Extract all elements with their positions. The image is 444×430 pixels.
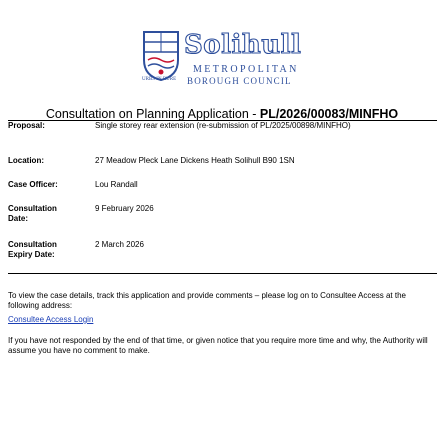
response-note: If you have not responded by the end of that time, or given notice that you require more time and why, the Authority will assume you have no comment to make.	[8, 336, 428, 355]
detail-value: Single storey rear extension (re-submission of PL/2025/00898/MINFHO)	[95, 121, 351, 130]
detail-label: Consultation Expiry Date:	[8, 240, 57, 259]
detail-value: 2 March 2026	[95, 240, 144, 249]
detail-label: Case Officer:	[8, 180, 58, 189]
title-prefix: Consultation on Planning Application -	[45, 107, 260, 121]
logo-metropolitan: METROPOLITAN	[193, 64, 299, 75]
page-title	[0, 107, 444, 121]
shield-crest-icon	[142, 30, 180, 82]
detail-label: Proposal:	[8, 121, 45, 130]
detail-label: Consultation Date:	[8, 204, 57, 223]
logo-wordmark: Solihull	[184, 30, 302, 60]
detail-label: Location:	[8, 156, 44, 165]
logo-motto: URBS IN RURE	[142, 77, 177, 82]
detail-value: Lou Randall	[95, 180, 138, 189]
application-reference: PL/2026/00083/MINFHO	[259, 107, 399, 121]
detail-value: 27 Meadow Pleck Lane Dickens Heath Solihull B90 1SN	[95, 156, 295, 165]
consultee-access-login-link[interactable]: Consultee Access Login	[8, 315, 94, 324]
council-logo	[142, 30, 312, 92]
detail-value: 9 February 2026	[95, 204, 154, 213]
logo-borough-council: BOROUGH COUNCIL	[187, 76, 292, 86]
application-details	[8, 120, 437, 274]
intro-text: To view the case details, track this application and provide comments – please log on to Consultee Access at the following address:	[8, 291, 406, 310]
